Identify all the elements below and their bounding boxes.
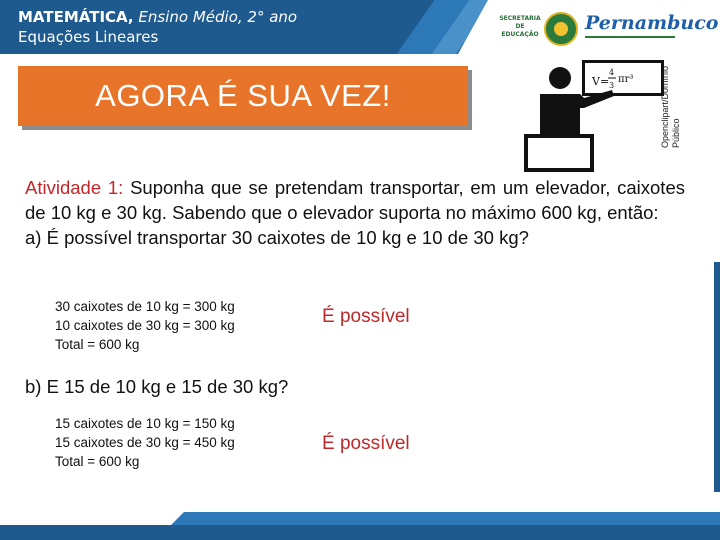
calc-a-line-2: 10 caixotes de 30 kg = 300 kg xyxy=(55,318,235,333)
calculation-a xyxy=(55,297,235,354)
svg-text:V=: V= xyxy=(592,75,610,88)
calc-a-line-1: 30 caixotes de 10 kg = 300 kg xyxy=(55,299,235,314)
credit-line-2: Público xyxy=(671,118,681,148)
credit-line-1: Openclipart/Domínio xyxy=(660,65,670,148)
pernambuco-logo xyxy=(585,12,719,46)
svg-text:4: 4 xyxy=(609,68,615,77)
answer-b: É possível xyxy=(322,433,410,454)
activity-statement xyxy=(25,175,685,250)
header-bar xyxy=(0,0,720,54)
state-seal-icon xyxy=(544,12,578,46)
calc-b-line-3: Total = 600 kg xyxy=(55,454,140,469)
image-credit xyxy=(660,52,694,148)
calc-a-line-3: Total = 600 kg xyxy=(55,337,140,352)
question-b: b) E 15 de 10 kg e 15 de 30 kg? xyxy=(25,376,289,397)
pernambuco-logo-word: Pernambuco xyxy=(585,12,719,34)
footer-stripe xyxy=(170,512,720,526)
banner xyxy=(18,66,468,126)
level-label: Ensino Médio, 2° ano xyxy=(138,8,298,26)
activity-label: Atividade 1: xyxy=(25,177,124,198)
svg-text:3: 3 xyxy=(609,81,615,90)
subject-label: MATEMÁTICA, xyxy=(18,8,134,26)
secretaria-logo-text: SECRETARIA DE EDUCAÇÃO xyxy=(499,15,541,38)
calc-b-line-2: 15 caixotes de 30 kg = 450 kg xyxy=(55,435,235,450)
header-topic: Equações Lineares xyxy=(18,28,159,46)
question-a: a) É possível transportar 30 caixotes de 10 kg e 10 de 30 kg? xyxy=(25,227,529,248)
banner-title: AGORA É SUA VEZ! xyxy=(95,78,391,113)
secretaria-logo xyxy=(497,15,543,41)
header-title xyxy=(18,8,297,26)
footer-bar xyxy=(0,525,720,540)
calc-b-line-1: 15 caixotes de 10 kg = 150 kg xyxy=(55,416,235,431)
svg-text:πr³: πr³ xyxy=(618,74,634,85)
teacher-blackboard-icon xyxy=(522,60,670,172)
activity-text: Suponha que se pretendam transportar, em um elevador, caixotes de 10 kg e 30 kg. Sabendo que o elevador suporta no máximo 600 kg, então: xyxy=(25,177,685,223)
right-edge-accent xyxy=(714,262,720,492)
answer-a: É possível xyxy=(322,306,410,327)
calculation-b xyxy=(55,414,235,471)
activity-content xyxy=(25,175,685,250)
